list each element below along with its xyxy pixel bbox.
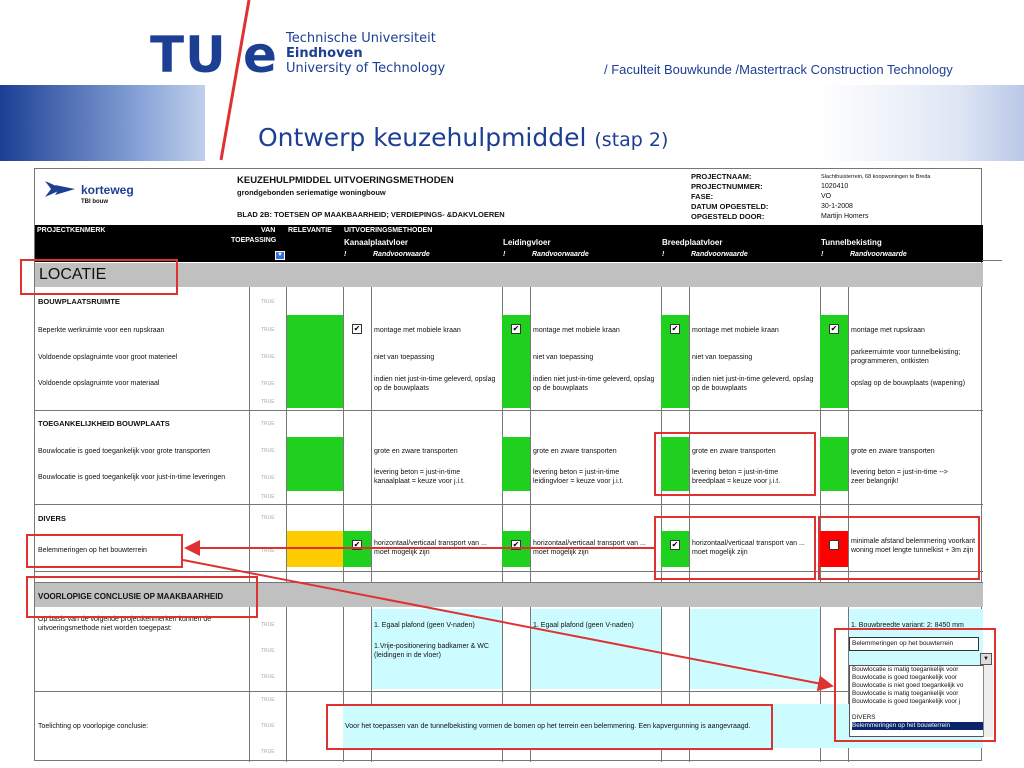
checkbox[interactable]: ✔	[512, 540, 520, 549]
sheet-blad: BLAD 2B: TOETSEN OP MAAKBAARHEID; VERDIEPINGS- &DAKVLOEREN	[237, 210, 505, 219]
cell-text: montage met rupskraan	[851, 327, 925, 334]
dropdown-option[interactable]: Bouwlocatie is matig toegankelijk voor	[852, 666, 959, 673]
toelichting-text: Voor het toepassen van de tunnelbekisting vormen de bomen op het terrein een belemmering. Een kapvergunning is aangevraagd.	[345, 723, 751, 730]
cell-text: montage met mobiele kraan	[374, 327, 461, 334]
cell-text: grote en zware transporten	[692, 448, 776, 455]
cell-text: indien niet just-in-time geleverd, opslag op de bouwplaats	[533, 376, 655, 392]
row-label: Bouwlocatie is goed toegankelijk voor just-in-time leveringen	[38, 474, 226, 481]
dropdown-option-selected[interactable]: Belemmeringen op het bouwterrein	[852, 722, 992, 730]
row-label: Voldoende opslagruimte voor materiaal	[38, 380, 160, 387]
cell-text: 1. Egaal plafond (geen V-naden)	[374, 622, 475, 629]
cell-text: indien niet just-in-time geleverd, opslag op de bouwplaats	[374, 376, 496, 392]
tue-logo-e: e	[243, 26, 278, 84]
row-label: Voldoende opslagruimte voor groot materieel	[38, 354, 178, 361]
dropdown-option[interactable]: Bouwlocatie is goed toegankelijk voor j	[852, 698, 961, 705]
cell-text: grote en zware transporten	[533, 448, 617, 455]
cell-text: horizontaal/verticaal transport van ... moet mogelijk zijn	[692, 540, 805, 556]
randvoorwaarde-1: Randvoorwaarde	[373, 251, 430, 258]
method-leidingvloer: Leidingvloer	[503, 238, 551, 247]
true-flag: TRUE	[261, 475, 275, 481]
tue-logo: TU	[150, 26, 227, 84]
excl-1: !	[344, 251, 347, 258]
excl-2: !	[503, 251, 506, 258]
cell-text: montage met mobiele kraan	[533, 327, 620, 334]
method-breedplaatvloer: Breedplaatvloer	[662, 238, 723, 247]
checkbox[interactable]: ✔	[353, 324, 361, 333]
cell-text: indien niet just-in-time geleverd, opslag op de bouwplaats	[692, 376, 814, 392]
true-flag: TRUE	[261, 399, 275, 405]
section-conclusie: VOORLOPIGE CONCLUSIE OP MAAKBAARHEID	[38, 592, 224, 601]
checkbox[interactable]: ✔	[512, 324, 520, 333]
university-name: Technische Universiteit Eindhoven University of Technology	[286, 31, 446, 76]
cell-text: horizontaal/verticaal transport van ... moet mogelijk zijn	[533, 540, 646, 556]
cell-text: niet van toepassing	[692, 354, 753, 361]
cell-text: levering beton = just-in-time breedplaat = keuze voor j.i.t.	[692, 469, 781, 485]
true-flag: TRUE	[261, 548, 275, 554]
cell-text: levering beton = just-in-time leidingvloer = keuze voor j.i.t.	[533, 469, 624, 485]
col-toepassing: TOEPASSING	[231, 237, 277, 244]
cell-text: levering beton = just-in-time --> zeer belangrijk!	[851, 469, 948, 485]
true-flag: TRUE	[261, 697, 275, 703]
checkbox[interactable]: ✔	[671, 324, 679, 333]
dropdown-arrow-icon[interactable]: ▼	[980, 653, 992, 665]
true-flag: TRUE	[261, 723, 275, 729]
filter-dropdown-button[interactable]: ▼	[275, 251, 285, 260]
true-flag: TRUE	[261, 515, 275, 521]
true-flag: TRUE	[261, 327, 275, 333]
dropdown-option[interactable]: Bouwlocatie is matig toegankelijk voor	[852, 690, 959, 697]
row-label: Op basis van de volgende projectkenmerken kunnen de uitvoeringsmethode niet worden toegepast:	[38, 616, 212, 632]
company-sub: TBI bouw	[81, 199, 108, 205]
col-uitvoering: UITVOERINGSMETHODEN	[344, 227, 433, 234]
row-label: Bouwlocatie is goed toegankelijk voor grote transporten	[38, 448, 210, 455]
cell-text: opslag op de bouwplaats (wapening)	[851, 380, 966, 387]
section-toegankelijkheid: TOEGANKELIJKHEID BOUWPLAATS	[38, 419, 170, 428]
randvoorwaarde-2: Randvoorwaarde	[532, 251, 589, 258]
cell-text: parkeerruimte voor tunnelbekisting; programmeren, ontkisten	[851, 349, 961, 365]
cell-text: 1. Bouwbreedte variant: 2: 8450 mm	[851, 622, 964, 629]
cell-text: minimale afstand belemmering voorkant woning moet lengte tunnelkist + 3m zijn	[851, 538, 976, 554]
col-projectkenmerk: PROJECTKENMERK	[37, 227, 106, 234]
dropdown-select[interactable]: Belemmeringen op het bouwterrein	[849, 637, 979, 651]
faculty-label: / Faculteit Bouwkunde /Mastertrack Construction Technology	[604, 62, 953, 77]
true-flag: TRUE	[261, 494, 275, 500]
cell-text: 1.Vrije-positionering badkamer & WC (leidingen in de vloer)	[374, 643, 489, 659]
true-flag: TRUE	[261, 622, 275, 628]
cell-text: niet van toepassing	[533, 354, 594, 361]
method-tunnelbekisting: Tunnelbekisting	[821, 238, 882, 247]
locatie-label: LOCATIE	[39, 266, 107, 283]
dropdown-option[interactable]: DIVERS	[852, 714, 876, 721]
project-values: Slachthuisterrein, 68 koopwoningen te Breda 1020410 VO 30-1-2008 Martijn Homers	[821, 174, 931, 220]
section-divers: DIVERS	[38, 514, 66, 523]
section-bouwplaatsruimte: BOUWPLAATSRUIMTE	[38, 297, 120, 306]
true-flag: TRUE	[261, 299, 275, 305]
checkbox[interactable]: ✔	[830, 324, 838, 333]
cell-text: montage met mobiele kraan	[692, 327, 779, 334]
true-flag: TRUE	[261, 354, 275, 360]
checkbox[interactable]: ✔	[353, 540, 361, 549]
dropdown-option[interactable]: Bouwlocatie is niet goed toegankelijk vo	[852, 682, 964, 689]
randvoorwaarde-4: Randvoorwaarde	[850, 251, 907, 258]
cell-text: levering beton = just-in-time kanaalplaat = keuze voor j.i.t.	[374, 469, 465, 485]
true-flag: TRUE	[261, 448, 275, 454]
true-flag: TRUE	[261, 381, 275, 387]
row-label: Beperkte werkruimte voor een rupskraan	[38, 327, 165, 334]
company-name: korteweg	[81, 183, 134, 197]
dropdown-option[interactable]: Bouwlocatie is goed toegankelijk voor	[852, 674, 958, 681]
method-kanaalplaatvloer: Kanaalplaatvloer	[344, 238, 409, 247]
randvoorwaarde-3: Randvoorwaarde	[691, 251, 748, 258]
cell-text: grote en zware transporten	[374, 448, 458, 455]
true-flag: TRUE	[261, 674, 275, 680]
col-relevantie: RELEVANTIE	[288, 227, 332, 234]
excl-4: !	[821, 251, 824, 258]
slide-title: Ontwerp keuzehulpmiddel (stap 2)	[258, 123, 669, 152]
cell-text: niet van toepassing	[374, 354, 435, 361]
cell-text: horizontaal/verticaal transport van ... moet mogelijk zijn	[374, 540, 487, 556]
checkbox[interactable]: ✔	[671, 540, 679, 549]
sheet-heading: KEUZEHULPMIDDEL UITVOERINGSMETHODEN	[237, 175, 454, 186]
arrow-to-dropdown	[183, 560, 832, 686]
project-labels: PROJECTNAAM: PROJECTNUMMER: FASE: DATUM OPGESTELD: OPGESTELD DOOR:	[691, 172, 769, 221]
true-flag: TRUE	[261, 648, 275, 654]
true-flag: TRUE	[261, 749, 275, 755]
true-flag: TRUE	[261, 421, 275, 427]
row-label: Belemmeringen op het bouwterrein	[38, 547, 147, 554]
col-van: VAN	[261, 227, 276, 234]
row-label: Toelichting op voorlopige conclusie:	[38, 723, 149, 730]
excl-3: !	[662, 251, 665, 258]
cell-text: grote en zware transporten	[851, 448, 935, 455]
cell-text: 1. Egaal plafond (geen V-naden)	[533, 622, 634, 629]
sheet-subheading: grondgebonden seriematige woningbouw	[237, 188, 386, 197]
